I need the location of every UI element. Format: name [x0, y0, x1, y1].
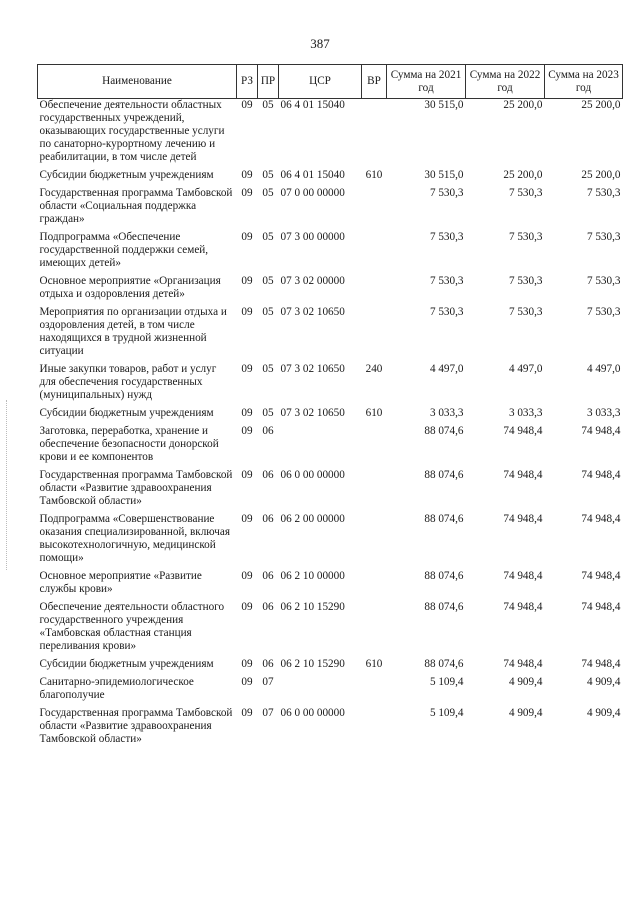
row-name: Подпрограмма «Совершенствование оказания специализированной, включая высокотехнологичную, медицинской помощи» — [39, 513, 230, 564]
row-csr: 06 4 01 15040 — [280, 99, 345, 111]
row-rz: 09 — [241, 707, 253, 719]
row-rz: 09 — [241, 275, 253, 287]
row-rz: 09 — [241, 658, 253, 670]
row-sum-2021: 4 497,0 — [429, 363, 464, 375]
row-name: Государственная программа Тамбовской области «Развитие здравоохранения Тамбовской области» — [39, 707, 233, 745]
table-row — [38, 99, 623, 170]
row-pr: 05 — [262, 306, 274, 318]
row-rz: 09 — [241, 676, 253, 688]
row-csr: 07 0 00 00000 — [280, 187, 345, 199]
row-pr: 06 — [262, 513, 274, 525]
row-sum-2021: 5 109,4 — [429, 707, 464, 719]
row-rz: 09 — [241, 601, 253, 613]
row-pr: 06 — [262, 570, 274, 582]
row-name: Санитарно-эпидемиологическое благополучие — [39, 676, 194, 701]
row-vr: 610 — [365, 407, 383, 419]
row-sum-2023: 25 200,0 — [581, 169, 621, 181]
row-vr — [362, 275, 387, 306]
header-vr: ВР — [362, 65, 387, 99]
row-pr: 07 — [262, 707, 274, 719]
row-vr — [362, 99, 387, 170]
row-sum-2022: 7 530,3 — [508, 306, 543, 318]
row-name: Обеспечение деятельности областного государственного учреждения «Тамбовская областная станция переливания крови» — [39, 601, 225, 652]
row-rz: 09 — [241, 513, 253, 525]
row-name: Основное мероприятие «Организация отдыха и оздоровления детей» — [39, 275, 221, 300]
row-sum-2021: 30 515,0 — [424, 99, 464, 111]
table-row — [38, 275, 623, 306]
row-name: Государственная программа Тамбовской области «Социальная поддержка граждан» — [39, 187, 233, 225]
row-name: Заготовка, переработка, хранение и обеспечение безопасности донорской крови и ее компонентов — [39, 425, 219, 463]
table-row — [38, 425, 623, 469]
row-pr: 05 — [262, 231, 274, 243]
row-name: Обеспечение деятельности областных государственных учреждений, оказывающих государственные услуги по санаторно-курортному лечению и реабилитации, в том числе детей — [39, 99, 225, 163]
header-csr: ЦСР — [279, 65, 362, 99]
page-number: 387 — [310, 36, 330, 51]
row-pr: 05 — [262, 187, 274, 199]
row-rz: 09 — [241, 570, 253, 582]
row-vr — [362, 601, 387, 658]
row-csr: 06 2 10 00000 — [280, 570, 345, 582]
row-rz: 09 — [241, 169, 253, 181]
row-rz: 09 — [241, 469, 253, 481]
row-sum-2021: 7 530,3 — [429, 306, 464, 318]
row-sum-2022: 4 909,4 — [508, 676, 543, 688]
row-sum-2023: 74 948,4 — [581, 658, 621, 670]
row-sum-2021: 88 074,6 — [424, 425, 464, 437]
table-row — [38, 570, 623, 601]
row-sum-2023: 7 530,3 — [586, 187, 621, 199]
row-csr: 07 3 02 00000 — [280, 275, 345, 287]
row-vr — [362, 231, 387, 275]
row-sum-2022: 74 948,4 — [503, 469, 543, 481]
table-row — [38, 707, 623, 751]
row-csr: 07 3 00 00000 — [280, 231, 345, 243]
row-csr: 06 2 10 15290 — [280, 658, 345, 670]
row-sum-2023: 74 948,4 — [581, 570, 621, 582]
row-csr: 06 2 00 00000 — [280, 513, 345, 525]
row-name: Иные закупки товаров, работ и услуг для обеспечения государственных (муниципальных) нужд — [39, 363, 217, 401]
row-sum-2022: 25 200,0 — [503, 99, 543, 111]
row-name: Субсидии бюджетным учреждениям — [39, 407, 214, 419]
row-sum-2021: 88 074,6 — [424, 513, 464, 525]
row-sum-2022: 7 530,3 — [508, 231, 543, 243]
row-vr: 610 — [365, 658, 383, 670]
header-sum-2021: Сумма на 2021 год — [387, 65, 466, 99]
row-csr: 06 2 10 15290 — [280, 601, 345, 613]
row-sum-2023: 4 497,0 — [586, 363, 621, 375]
table-row — [38, 169, 623, 187]
budget-table — [37, 64, 623, 751]
row-pr: 06 — [262, 425, 274, 437]
row-name: Субсидии бюджетным учреждениям — [39, 169, 214, 181]
row-sum-2021: 88 074,6 — [424, 469, 464, 481]
row-sum-2021: 7 530,3 — [429, 275, 464, 287]
row-csr: 06 0 00 00000 — [280, 469, 345, 481]
row-sum-2022: 25 200,0 — [503, 169, 543, 181]
row-sum-2023: 4 909,4 — [586, 707, 621, 719]
row-pr: 06 — [262, 601, 274, 613]
row-csr: 06 4 01 15040 — [280, 169, 345, 181]
header-pr: ПР — [258, 65, 279, 99]
row-name: Государственная программа Тамбовской области «Развитие здравоохранения Тамбовской области» — [39, 469, 233, 507]
row-sum-2022: 74 948,4 — [503, 658, 543, 670]
row-rz: 09 — [241, 407, 253, 419]
table-row — [38, 231, 623, 275]
row-sum-2023: 4 909,4 — [586, 676, 621, 688]
row-sum-2022: 74 948,4 — [503, 570, 543, 582]
row-rz: 09 — [241, 187, 253, 199]
row-sum-2021: 88 074,6 — [424, 570, 464, 582]
row-rz: 09 — [241, 231, 253, 243]
header-rz: РЗ — [237, 65, 258, 99]
header-name: Наименование — [38, 65, 237, 99]
row-sum-2023: 74 948,4 — [581, 425, 621, 437]
table-row — [38, 513, 623, 570]
row-vr — [362, 306, 387, 363]
row-pr: 05 — [262, 407, 274, 419]
row-sum-2022: 4 497,0 — [508, 363, 543, 375]
row-csr — [279, 425, 362, 469]
row-sum-2022: 4 909,4 — [508, 707, 543, 719]
row-name: Основное мероприятие «Развитие службы крови» — [39, 570, 202, 595]
row-sum-2023: 7 530,3 — [586, 231, 621, 243]
row-name: Подпрограмма «Обеспечение государственной поддержки семей, имеющих детей» — [39, 231, 209, 269]
table-row — [38, 363, 623, 407]
row-csr: 07 3 02 10650 — [280, 306, 345, 318]
header-sum-2023: Сумма на 2023 год — [545, 65, 623, 99]
row-sum-2023: 7 530,3 — [586, 275, 621, 287]
row-rz: 09 — [241, 363, 253, 375]
row-name: Мероприятия по организации отдыха и оздоровления детей, в том числе находящихся в трудной жизненной ситуации — [39, 306, 227, 357]
row-sum-2021: 7 530,3 — [429, 231, 464, 243]
row-csr: 07 3 02 10650 — [280, 407, 345, 419]
table-row — [38, 658, 623, 676]
table-row — [38, 306, 623, 363]
row-sum-2022: 74 948,4 — [503, 425, 543, 437]
row-sum-2022: 7 530,3 — [508, 275, 543, 287]
row-sum-2022: 7 530,3 — [508, 187, 543, 199]
row-sum-2021: 5 109,4 — [429, 676, 464, 688]
row-sum-2023: 74 948,4 — [581, 513, 621, 525]
row-vr — [362, 676, 387, 707]
row-sum-2023: 25 200,0 — [581, 99, 621, 111]
table-row — [38, 469, 623, 513]
row-sum-2023: 3 033,3 — [586, 407, 621, 419]
table-row — [38, 187, 623, 231]
row-name: Субсидии бюджетным учреждениям — [39, 658, 214, 670]
row-pr: 07 — [262, 676, 274, 688]
row-pr: 05 — [262, 275, 274, 287]
margin-scan-mark — [6, 400, 9, 570]
row-sum-2021: 88 074,6 — [424, 601, 464, 613]
row-pr: 05 — [262, 363, 274, 375]
row-csr — [279, 676, 362, 707]
row-vr — [362, 513, 387, 570]
row-sum-2022: 74 948,4 — [503, 601, 543, 613]
row-rz: 09 — [241, 306, 253, 318]
row-sum-2023: 74 948,4 — [581, 601, 621, 613]
table-body — [38, 99, 623, 752]
row-sum-2022: 74 948,4 — [503, 513, 543, 525]
table-row — [38, 601, 623, 658]
header-sum-2022: Сумма на 2022 год — [466, 65, 545, 99]
row-csr: 06 0 00 00000 — [280, 707, 345, 719]
row-sum-2021: 3 033,3 — [429, 407, 464, 419]
row-pr: 06 — [262, 469, 274, 481]
row-vr — [362, 570, 387, 601]
row-sum-2021: 88 074,6 — [424, 658, 464, 670]
row-rz: 09 — [241, 425, 253, 437]
row-sum-2023: 74 948,4 — [581, 469, 621, 481]
row-pr: 05 — [262, 99, 274, 111]
table-header — [38, 65, 623, 99]
row-vr — [362, 469, 387, 513]
row-vr — [362, 187, 387, 231]
row-vr — [362, 425, 387, 469]
row-csr: 07 3 02 10650 — [280, 363, 345, 375]
row-vr: 240 — [365, 363, 383, 375]
row-vr: 610 — [365, 169, 383, 181]
row-sum-2023: 7 530,3 — [586, 306, 621, 318]
row-sum-2021: 30 515,0 — [424, 169, 464, 181]
row-pr: 06 — [262, 658, 274, 670]
table-row — [38, 676, 623, 707]
row-vr — [362, 707, 387, 751]
row-sum-2022: 3 033,3 — [508, 407, 543, 419]
row-sum-2021: 7 530,3 — [429, 187, 464, 199]
table-row — [38, 407, 623, 425]
row-rz: 09 — [241, 99, 253, 111]
row-pr: 05 — [262, 169, 274, 181]
